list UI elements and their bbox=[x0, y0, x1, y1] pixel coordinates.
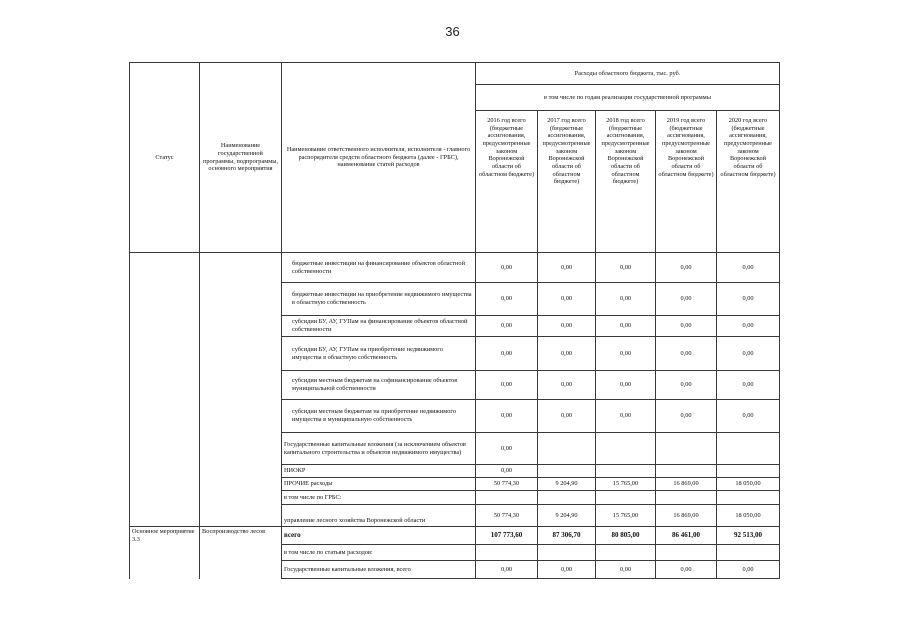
measure-capital-2016: 0,00 bbox=[476, 561, 538, 579]
cell-2016: 0,00 bbox=[476, 316, 538, 337]
cell-2020: 0,00 bbox=[717, 337, 780, 371]
cell-2019: 0,00 bbox=[656, 337, 717, 371]
program-cell-blank bbox=[200, 253, 282, 527]
header-year-2020: 2020 год всего (бюджетные ассигнования, предусмотренные законом Воронежской области об областном бюджете) bbox=[717, 111, 780, 253]
header-by-years: в том числе по годам реализации государственной программы bbox=[476, 85, 780, 111]
cell-2020: 0,00 bbox=[717, 400, 780, 433]
row-label: бюджетные инвестиции на финансирование объектов областной собственности bbox=[282, 253, 476, 283]
table-row bbox=[130, 527, 780, 545]
cell-2017: 0,00 bbox=[538, 253, 596, 283]
budget-table bbox=[129, 62, 780, 579]
cell-2016 bbox=[476, 491, 538, 505]
cell-2017 bbox=[538, 465, 596, 478]
cell-2019: 0,00 bbox=[656, 400, 717, 433]
cell-2017: 9 204,90 bbox=[538, 505, 596, 527]
page-number: 36 bbox=[445, 24, 460, 39]
row-label: субсидии местным бюджетам на приобретение недвижимого имущества в муниципальную собственность bbox=[282, 400, 476, 433]
row-label: ПРОЧИЕ расходы bbox=[282, 478, 476, 491]
cell-2017: 0,00 bbox=[538, 400, 596, 433]
cell-2017 bbox=[538, 491, 596, 505]
cell-2020 bbox=[717, 491, 780, 505]
cell-2018: 0,00 bbox=[596, 371, 656, 400]
cell-2020: 18 050,00 bbox=[717, 505, 780, 527]
cell-2020: 18 050,00 bbox=[717, 478, 780, 491]
row-label: субсидии БУ, АУ, ГУПам на приобретение недвижимого имущества в областную собственность bbox=[282, 337, 476, 371]
cell-2020: 0,00 bbox=[717, 316, 780, 337]
cell-2019: 16 869,00 bbox=[656, 478, 717, 491]
cell-2016: 0,00 bbox=[476, 337, 538, 371]
cell-2017: 0,00 bbox=[538, 283, 596, 316]
header-year-2016: 2016 год всего (бюджетные ассигнования, предусмотренные законом Воронежской области об областном бюджете) bbox=[476, 111, 538, 253]
cell-2018 bbox=[596, 433, 656, 465]
cell-2017: 0,00 bbox=[538, 337, 596, 371]
row-label: в том числе по ГРБС: bbox=[282, 491, 476, 505]
measure-total-2020: 92 513,00 bbox=[717, 527, 780, 545]
cell-2017 bbox=[538, 433, 596, 465]
row-label: НИОКР bbox=[282, 465, 476, 478]
measure-total-2019: 86 461,00 bbox=[656, 527, 717, 545]
cell-2018: 0,00 bbox=[596, 337, 656, 371]
measure-name: Воспроизводство лесов bbox=[200, 527, 282, 579]
cell-2017: 9 204,90 bbox=[538, 478, 596, 491]
header-executor: Наименование ответственного исполнителя, исполнителя - главного распорядителя средств областного бюджета (далее - ГРБС), наименование статей расходов bbox=[282, 63, 476, 253]
cell-2016: 50 774,30 bbox=[476, 478, 538, 491]
header-program-name: Наименование государственной программы, подпрограммы, основного мероприятия bbox=[200, 63, 282, 253]
header-year-2017: 2017 год всего (бюджетные ассигнования, предусмотренные законом Воронежской области об областном бюджете) bbox=[538, 111, 596, 253]
cell-2020: 0,00 bbox=[717, 253, 780, 283]
measure-capital-2019: 0,00 bbox=[656, 561, 717, 579]
cell-2017: 0,00 bbox=[538, 371, 596, 400]
cell-2016: 0,00 bbox=[476, 371, 538, 400]
cell-2017: 0,00 bbox=[538, 316, 596, 337]
measure-capital-label: Государственные капитальные вложения, всего bbox=[282, 561, 476, 579]
cell-2019: 0,00 bbox=[656, 253, 717, 283]
cell-2020: 0,00 bbox=[717, 371, 780, 400]
measure-total-2017: 87 306,70 bbox=[538, 527, 596, 545]
cell-2016: 50 774,30 bbox=[476, 505, 538, 527]
measure-total-2018: 80 805,00 bbox=[596, 527, 656, 545]
cell-2018: 15 765,00 bbox=[596, 478, 656, 491]
cell-2019 bbox=[656, 491, 717, 505]
cell-2019: 0,00 bbox=[656, 371, 717, 400]
cell-2020: 0,00 bbox=[717, 283, 780, 316]
cell-2016: 0,00 bbox=[476, 465, 538, 478]
status-cell-blank bbox=[130, 253, 200, 527]
cell-2020 bbox=[717, 433, 780, 465]
cell-2016: 0,00 bbox=[476, 433, 538, 465]
measure-total-2016: 107 773,60 bbox=[476, 527, 538, 545]
cell-2019: 16 869,00 bbox=[656, 505, 717, 527]
row-label: бюджетные инвестиции на приобретение недвижимого имущества в областную собственность bbox=[282, 283, 476, 316]
cell-2018: 0,00 bbox=[596, 283, 656, 316]
header-expenses-title: Расходы областного бюджета, тыс. руб. bbox=[476, 63, 780, 85]
cell-2019: 0,00 bbox=[656, 283, 717, 316]
measure-capital-2017: 0,00 bbox=[538, 561, 596, 579]
cell-2018 bbox=[596, 465, 656, 478]
cell-2016: 0,00 bbox=[476, 253, 538, 283]
measure-capital-2018: 0,00 bbox=[596, 561, 656, 579]
cell-2016: 0,00 bbox=[476, 400, 538, 433]
cell-2018: 0,00 bbox=[596, 316, 656, 337]
header-year-2018: 2018 год всего (бюджетные ассигнования, предусмотренные законом Воронежской области об областном бюджете) bbox=[596, 111, 656, 253]
row-label: субсидии БУ, АУ, ГУПам на финансирование объектов областной собственности bbox=[282, 316, 476, 337]
measure-total-label: всего bbox=[282, 527, 476, 545]
row-label: Государственные капитальные вложения (за исключением объектов капитального строительства и объектов недвижимого имущества) bbox=[282, 433, 476, 465]
header-year-2019: 2019 год всего (бюджетные ассигнования, предусмотренные законом Воронежской области об областном бюджете) bbox=[656, 111, 717, 253]
cell-2018: 15 765,00 bbox=[596, 505, 656, 527]
cell-2019: 0,00 bbox=[656, 316, 717, 337]
table-row bbox=[130, 253, 780, 283]
measure-by-articles: в том числе по статьям расходов: bbox=[282, 545, 476, 561]
cell-2018: 0,00 bbox=[596, 400, 656, 433]
header-status: Статус bbox=[130, 63, 200, 253]
cell-2018: 0,00 bbox=[596, 253, 656, 283]
cell-2019 bbox=[656, 465, 717, 478]
row-label: управление лесного хозяйства Воронежской области bbox=[282, 505, 476, 527]
cell-2020 bbox=[717, 465, 780, 478]
cell-2018 bbox=[596, 491, 656, 505]
cell-2019 bbox=[656, 433, 717, 465]
measure-status: Основное мероприятие 3.3 bbox=[130, 527, 200, 579]
cell-2016: 0,00 bbox=[476, 283, 538, 316]
row-label: субсидии местным бюджетам на софинансирование объектов муниципальной собственности bbox=[282, 371, 476, 400]
measure-capital-2020: 0,00 bbox=[717, 561, 780, 579]
